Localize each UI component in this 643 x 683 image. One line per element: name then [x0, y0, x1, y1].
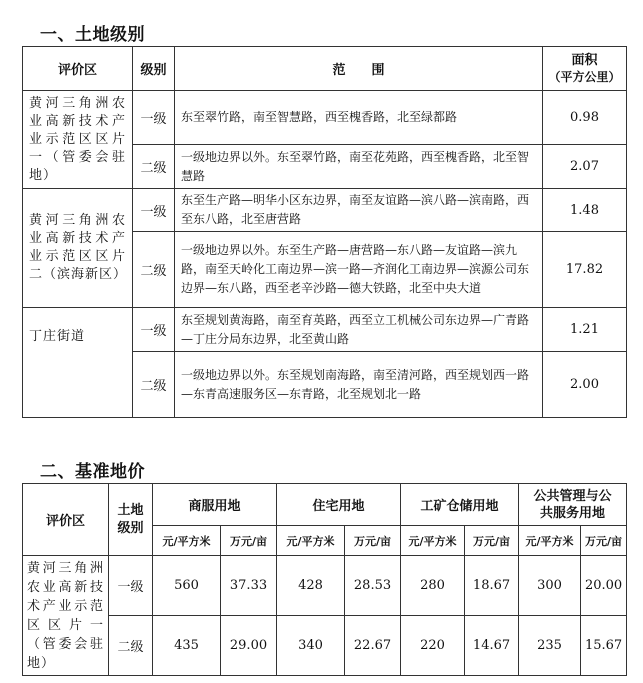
region-cell: 黄河三角洲农业高新技术产业示范区区片二（滨海新区）	[23, 189, 133, 308]
level-cell: 一级	[133, 308, 175, 352]
value-cell: 20.00	[581, 556, 627, 616]
value-cell: 22.67	[345, 616, 401, 676]
value-cell: 235	[519, 616, 581, 676]
value-cell: 428	[277, 556, 345, 616]
range-cell: 东至规划黄海路，南至育英路，西至立工机械公司东边界—广青路—丁庄分局东边界，北至黄山路	[175, 308, 543, 352]
value-cell: 340	[277, 616, 345, 676]
area-cell: 17.82	[543, 232, 627, 308]
header-region: 评价区	[23, 484, 109, 556]
value-cell: 18.67	[465, 556, 519, 616]
area-cell: 1.48	[543, 189, 627, 232]
level-cell: 一级	[133, 91, 175, 145]
header-area-line2: （平方公里）	[548, 69, 621, 84]
table-row	[23, 91, 627, 145]
section-1-title: 一、土地级别	[40, 25, 145, 45]
unit-wan-mu: 万元/亩	[221, 526, 277, 556]
table-row	[23, 189, 627, 232]
range-cell: 一级地边界以外。东至翠竹路，南至花苑路，西至槐香路，北至智慧路	[175, 145, 543, 189]
value-cell: 220	[401, 616, 465, 676]
section-2-title: 二、基准地价	[40, 462, 145, 482]
header-commercial: 商服用地	[153, 484, 277, 526]
table-row	[23, 616, 627, 676]
unit-wan-mu: 万元/亩	[581, 526, 627, 556]
level-cell: 一级	[109, 556, 153, 616]
header-residential: 住宅用地	[277, 484, 401, 526]
level-cell: 二级	[133, 145, 175, 189]
region-cell: 丁庄街道	[23, 308, 133, 418]
value-cell: 14.67	[465, 616, 519, 676]
range-cell: 东至翠竹路，南至智慧路，西至槐香路，北至绿都路	[175, 91, 543, 145]
range-cell: 一级地边界以外。东至规划南海路，南至清河路，西至规划西一路—东青高速服务区—东青路，北至规划北一路	[175, 352, 543, 418]
land-level-table	[22, 46, 627, 418]
header-region: 评价区	[23, 47, 133, 91]
value-cell: 29.00	[221, 616, 277, 676]
range-cell: 东至生产路—明华小区东边界，南至友谊路—滨八路—滨南路，西至东八路，北至唐营路	[175, 189, 543, 232]
value-cell: 28.53	[345, 556, 401, 616]
header-range: 范 围	[175, 47, 543, 91]
value-cell: 15.67	[581, 616, 627, 676]
table-row	[23, 308, 627, 352]
region-cell: 黄河三角洲农业高新技术产业示范区区片一（管委会驻地）	[23, 556, 109, 676]
header-public: 公共管理与公共服务用地	[519, 484, 627, 526]
level-cell: 二级	[133, 232, 175, 308]
area-cell: 0.98	[543, 91, 627, 145]
level-cell: 一级	[133, 189, 175, 232]
value-cell: 560	[153, 556, 221, 616]
header-area-line1: 面积	[571, 52, 598, 68]
header-area	[543, 47, 627, 91]
header-level: 级别	[133, 47, 175, 91]
unit-yuan-sqm: 元/平方米	[401, 526, 465, 556]
region-cell: 黄河三角洲农业高新技术产业示范区区片一（管委会驻地）	[23, 91, 133, 189]
unit-yuan-sqm: 元/平方米	[153, 526, 221, 556]
area-cell: 2.07	[543, 145, 627, 189]
value-cell: 300	[519, 556, 581, 616]
unit-wan-mu: 万元/亩	[345, 526, 401, 556]
range-cell: 一级地边界以外。东至生产路—唐营路—东八路—友谊路—滨九路，南至天岭化工南边界—滨一路—齐润化工南边界—滨源公司东边界—东八路，西至老辛沙路—德大铁路，北至中央大道	[175, 232, 543, 308]
value-cell: 37.33	[221, 556, 277, 616]
unit-yuan-sqm: 元/平方米	[277, 526, 345, 556]
area-cell: 2.00	[543, 352, 627, 418]
area-cell: 1.21	[543, 308, 627, 352]
header-level: 土地级别	[109, 484, 153, 556]
value-cell: 280	[401, 556, 465, 616]
benchmark-price-table	[22, 483, 627, 676]
unit-yuan-sqm: 元/平方米	[519, 526, 581, 556]
header-industrial: 工矿仓储用地	[401, 484, 519, 526]
value-cell: 435	[153, 616, 221, 676]
table-row	[23, 556, 627, 616]
level-cell: 二级	[133, 352, 175, 418]
level-cell: 二级	[109, 616, 153, 676]
unit-wan-mu: 万元/亩	[465, 526, 519, 556]
